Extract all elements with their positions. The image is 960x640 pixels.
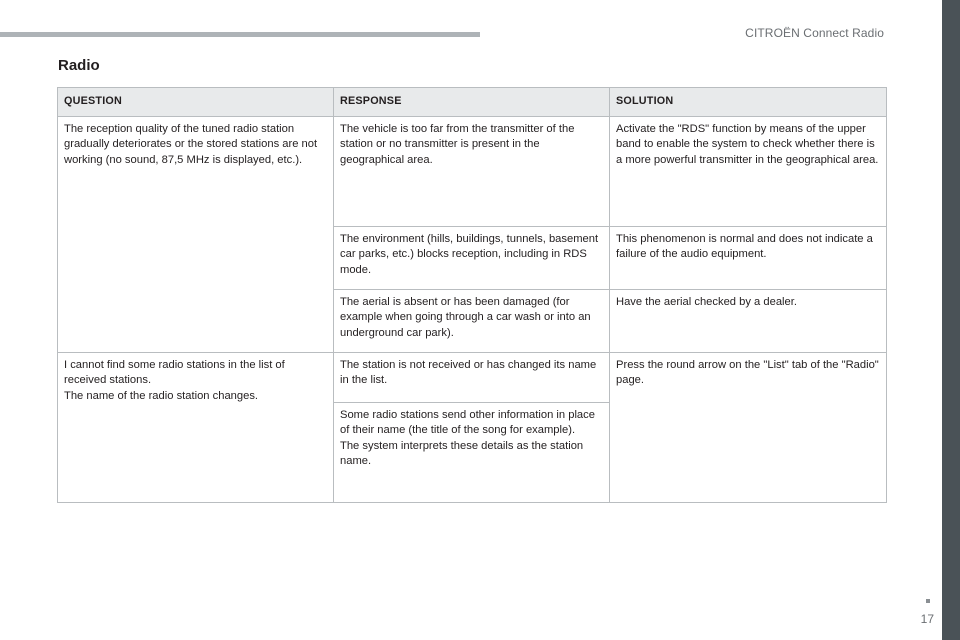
header-brand: CITROËN Connect Radio	[745, 26, 884, 40]
table-header-row	[58, 88, 887, 117]
solution-cell: Have the aerial checked by a dealer.	[610, 289, 887, 352]
response-cell: The environment (hills, buildings, tunnels, basement car parks, etc.) blocks reception, including in RDS mode.	[334, 226, 610, 289]
response-cell: Some radio stations send other information in place of their name (the title of the song for example). The system interprets these details as the station name.	[334, 402, 610, 502]
table-row	[58, 116, 887, 226]
table-row	[58, 352, 887, 402]
column-header-solution: SOLUTION	[610, 88, 887, 117]
solution-cell: This phenomenon is normal and does not indicate a failure of the audio equipment.	[610, 226, 887, 289]
troubleshooting-table	[57, 87, 887, 503]
header-rule	[0, 32, 480, 37]
page-edge-strip	[942, 0, 960, 640]
page-marker	[926, 599, 930, 603]
column-header-response: RESPONSE	[334, 88, 610, 117]
response-cell: The vehicle is too far from the transmitter of the station or no transmitter is present in the geographical area.	[334, 116, 610, 226]
question-cell: I cannot find some radio stations in the list of received stations. The name of the radio station changes.	[58, 352, 334, 502]
response-cell: The station is not received or has changed its name in the list.	[334, 352, 610, 402]
question-cell: The reception quality of the tuned radio station gradually deteriorates or the stored stations are not working (no sound, 87,5 MHz is displayed, etc.).	[58, 116, 334, 352]
column-header-question: QUESTION	[58, 88, 334, 117]
page-number: 17	[920, 612, 934, 626]
response-cell: The aerial is absent or has been damaged (for example when going through a car wash or into an underground car park).	[334, 289, 610, 352]
section-title: Radio	[58, 57, 100, 74]
solution-cell: Activate the "RDS" function by means of the upper band to enable the system to check whether there is a more powerful transmitter in the geographical area.	[610, 116, 887, 226]
solution-cell: Press the round arrow on the "List" tab of the "Radio" page.	[610, 352, 887, 502]
